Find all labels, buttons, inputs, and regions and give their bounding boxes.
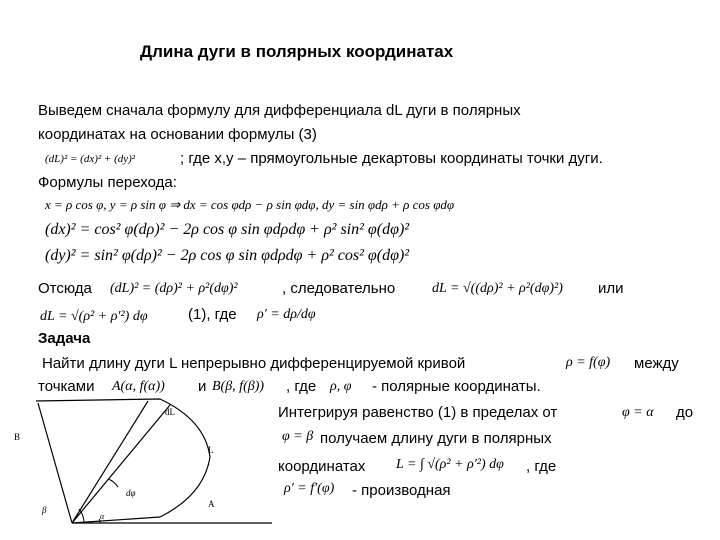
formula-rho-prime: ρ′ = dρ/dφ: [257, 307, 316, 322]
label-a: A: [208, 499, 215, 509]
formula-dx-squared: (dx)² = cos² φ(dρ)² − 2ρ cos φ sin φdρdφ + ρ² sin² φ(dφ)²: [45, 221, 410, 238]
gde2-text: , где: [526, 458, 557, 475]
task-label: Задача: [38, 330, 91, 347]
formula-dl-sqrt: dL = √((dρ)² + ρ²(dφ)²): [432, 281, 563, 296]
intro-line-2: координатах на основании формулы (3): [38, 126, 317, 143]
tochkami-text: точками: [38, 378, 95, 395]
formula-curve: ρ = f(φ): [566, 355, 611, 370]
formula-dl-squared: (dL)² = (dx)² + (dy)²: [45, 153, 136, 165]
angle-dphi-arc: [108, 479, 118, 487]
mezhdu-text: между: [634, 355, 679, 372]
transition-formulas-label: Формулы перехода:: [38, 174, 177, 191]
gde-text: , где: [286, 378, 317, 395]
formula-xy-transition: x = ρ cos φ, y = ρ sin φ ⇒ dx = cos φdρ − ρ sin φdφ, dy = sin φdρ + ρ cos φdφ: [45, 197, 455, 212]
formula-point-b: B(β, f(β)): [212, 379, 265, 394]
integrating-text: Интегрируя равенство (1) в пределах от: [278, 404, 558, 421]
page-title: Длина дуги в полярных координатах: [140, 42, 454, 61]
formula-arc-length: L = ∫ √(ρ² + ρ′²) dφ: [396, 457, 504, 472]
intro-line-1: Выведем сначала формулу для дифференциала dL дуги в полярных: [38, 102, 521, 119]
i-text: и: [198, 378, 207, 395]
ray-dl-1: [72, 401, 148, 523]
formula-phi-beta: φ = β: [282, 429, 314, 444]
polar-arc-diagram: [0, 395, 280, 540]
ray-to-a: [72, 517, 160, 523]
polar-coords-text: - полярные координаты.: [372, 378, 541, 395]
polar-curve: [36, 399, 210, 517]
label-alpha: α: [100, 512, 105, 521]
formula-phi-alpha: φ = α: [622, 405, 654, 420]
label-dl: dL: [165, 407, 175, 417]
label-b: B: [14, 432, 21, 442]
label-l: L: [208, 445, 214, 455]
do-text: до: [676, 404, 694, 421]
intro-line-3: ; где x,y – прямоугольные декартовы координаты точки дуги.: [180, 150, 603, 167]
formula-dl-squared-polar: (dL)² = (dρ)² + ρ²(dφ)²: [110, 281, 238, 296]
sledovatelno-text: , следовательно: [282, 280, 396, 297]
formula-dl-eq1: dL = √(ρ² + ρ′²) dφ: [40, 309, 148, 324]
otsyuda-text: Отсюда: [38, 280, 92, 297]
task-line-1: Найти длину дуги L непрерывно дифференцируемой кривой: [42, 355, 466, 372]
poluchaem-text: получаем длину дуги в полярных: [320, 430, 552, 447]
eq1-label: (1), где: [188, 306, 237, 323]
ray-dl-2: [72, 405, 170, 523]
proizvodnaya-text: - производная: [352, 482, 451, 499]
koordinatah-text: координатах: [278, 458, 366, 475]
formula-rhoprime-f: ρ′ = f′(φ): [284, 481, 335, 496]
formula-rho-phi: ρ, φ: [330, 379, 352, 394]
ili-text: или: [598, 280, 624, 297]
label-beta: β: [42, 505, 47, 515]
formula-point-a: A(α, f(α)): [112, 379, 165, 394]
label-dphi: dφ: [126, 488, 136, 498]
formula-dy-squared: (dy)² = sin² φ(dρ)² − 2ρ cos φ sin φdρdφ + ρ² cos² φ(dφ)²: [45, 247, 410, 264]
